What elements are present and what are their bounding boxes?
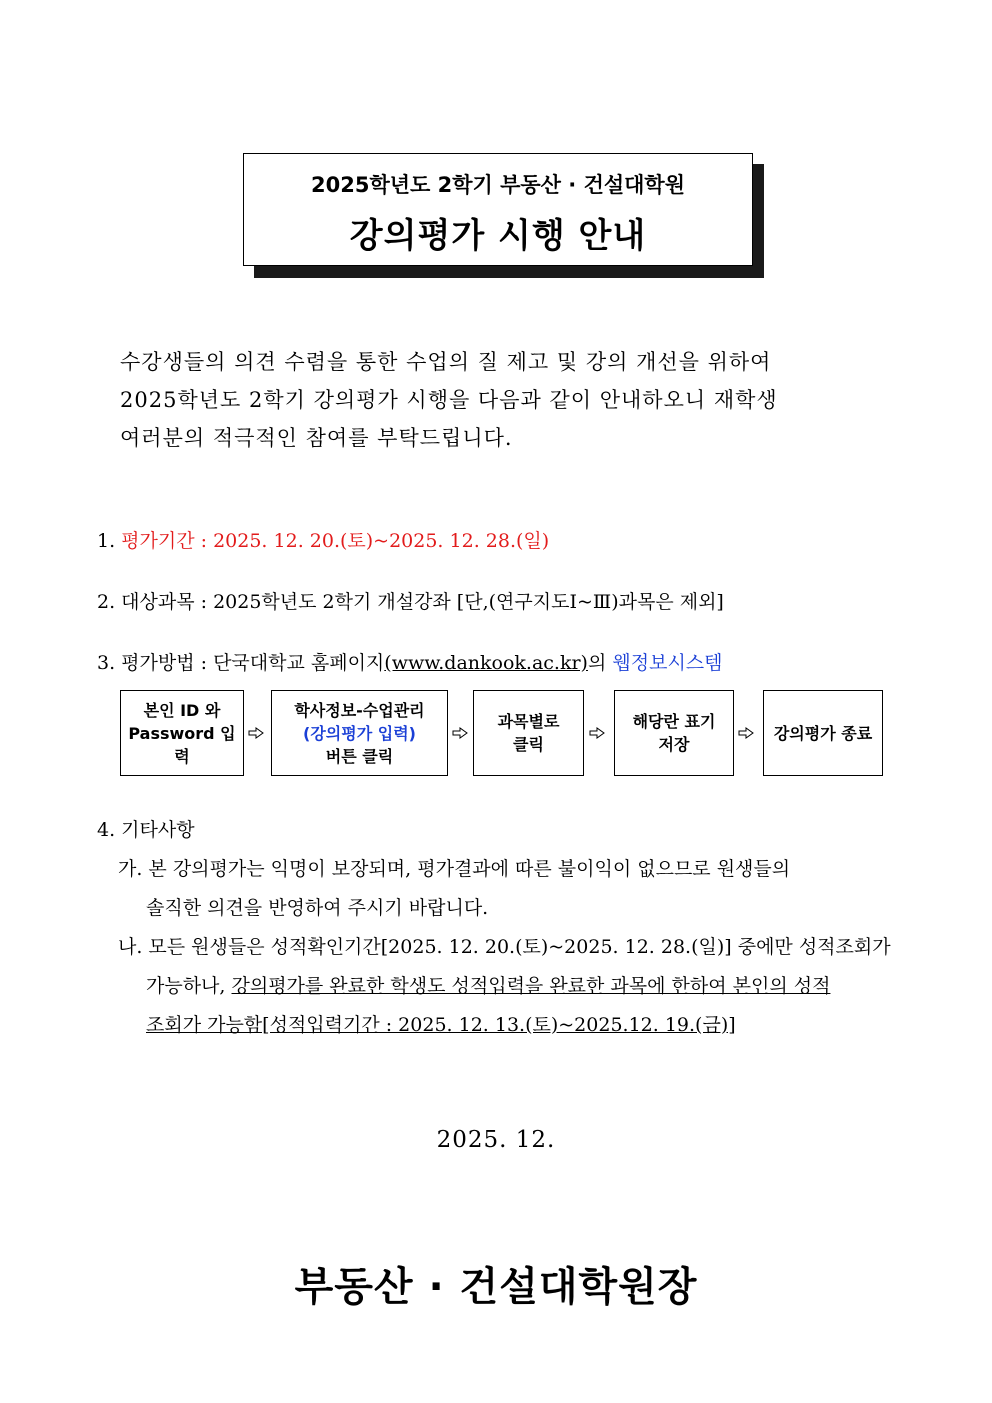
item-method xyxy=(97,648,723,675)
flow-step-text: 저장 xyxy=(658,735,690,754)
flow-step-text: Password 입력 xyxy=(128,723,236,766)
etc-heading: 4. 기타사항 xyxy=(97,819,195,841)
intro-paragraph xyxy=(120,343,778,457)
flow-step-save xyxy=(614,690,734,776)
hollow-right-arrow-icon xyxy=(248,727,264,739)
etc-na-line2-plain: 가능하나, xyxy=(146,975,232,997)
etc-na-line3: 조회가 가능함[성적입력기간 : 2025. 12. 13.(토)~2025.12. 19.(금)] xyxy=(146,1014,736,1036)
flow-step-text-highlight: (강의평가 입력) xyxy=(303,723,416,743)
flow-step-text: 본인 ID 와 xyxy=(143,700,221,720)
flow-step-text: 학사정보-수업관리 xyxy=(294,700,425,720)
flow-step-text: 해당란 표기 xyxy=(632,712,716,731)
item-period-value: 2025. 12. 20.(토)~2025. 12. 28.(일) xyxy=(213,530,550,552)
flow-step-text: 과목별로 xyxy=(497,712,560,731)
intro-line: 2025학년도 2학기 강의평가 시행을 다음과 같이 안내하오니 재학생 xyxy=(120,388,778,412)
flow-step-menu xyxy=(271,690,448,776)
etc-ga-line1: 가. 본 강의평가는 익명이 보장되며, 평가결과에 따른 불이익이 없으므로 원생들의 xyxy=(118,858,791,880)
etc-na-line1: 나. 모든 원생들은 성적확인기간[2025. 12. 20.(토)~2025. 12. 28.(일)] 중에만 성적조회가 xyxy=(118,936,891,958)
item-period xyxy=(97,526,549,553)
signature: 부동산 · 건설대학원장 xyxy=(294,1264,698,1310)
item-period-label: 평가기간 : xyxy=(121,530,214,552)
item-target: 2. 대상과목 : 2025학년도 2학기 개설강좌 [단,(연구지도Ⅰ~Ⅲ)과목은 제외] xyxy=(97,591,724,613)
flow-step-text: 버튼 클릭 xyxy=(325,746,394,766)
intro-line: 여러분의 적극적인 참여를 부탁드립니다. xyxy=(120,426,513,450)
etc-na-line2 xyxy=(146,971,830,998)
item-method-middle: 의 xyxy=(587,652,613,674)
etc-ga-line2: 솔직한 의견을 반영하여 주시기 바랍니다. xyxy=(146,897,489,919)
flow-step-finish xyxy=(763,690,883,776)
flow-step-text: 강의평가 종료 xyxy=(773,723,873,743)
homepage-link[interactable]: (www.dankook.ac.kr) xyxy=(384,652,588,674)
etc-na-line2-underlined: 강의평가를 완료한 학생도 성적입력을 완료한 과목에 한하여 본인의 성적 xyxy=(231,975,831,997)
hollow-right-arrow-icon xyxy=(452,727,468,739)
intro-line: 수강생들의 의견 수렴을 통한 수업의 질 제고 및 강의 개선을 위하여 xyxy=(120,350,772,374)
flow-step-text: 클릭 xyxy=(513,735,544,754)
item-method-prefix: 3. 평가방법 : 단국대학교 홈페이지 xyxy=(97,652,385,674)
flow-step-course xyxy=(473,690,584,776)
hollow-right-arrow-icon xyxy=(589,727,605,739)
flow-step-login xyxy=(120,690,244,776)
document-date: 2025. 12. xyxy=(436,1127,556,1153)
hollow-right-arrow-icon xyxy=(738,727,754,739)
item-period-number: 1. xyxy=(97,530,122,552)
web-info-system-label: 웹정보시스템 xyxy=(612,652,723,674)
title-subtitle: 2025학년도 2학기 부동산 · 건설대학원 xyxy=(311,173,685,197)
page-title: 강의평가 시행 안내 xyxy=(349,216,647,256)
title-box xyxy=(243,153,753,266)
